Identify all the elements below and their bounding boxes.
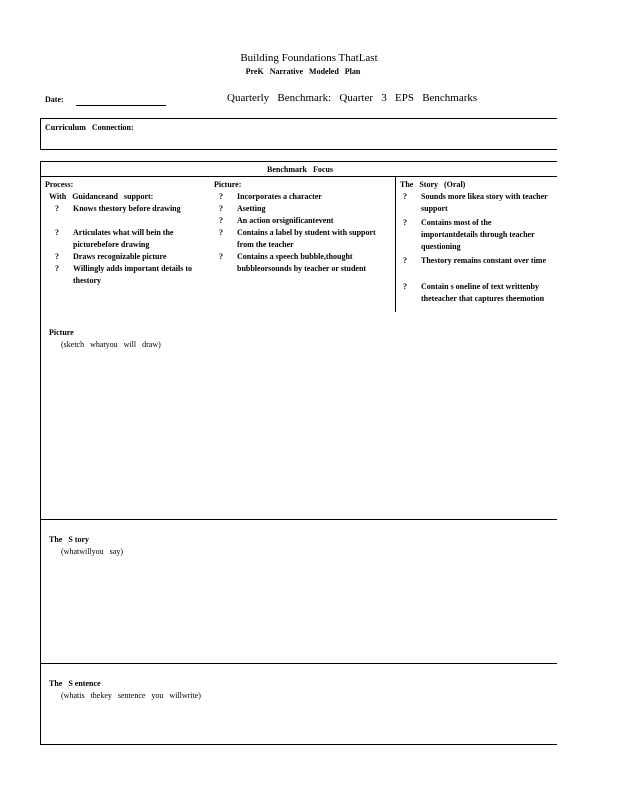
process-list bbox=[55, 203, 205, 287]
list-item bbox=[55, 263, 205, 287]
list-item bbox=[55, 227, 205, 251]
bullet-glyph: ? bbox=[55, 204, 59, 213]
picture-item-text: Contains a speech bubble,thought bubbleorsounds by teacher or student bbox=[237, 252, 367, 273]
story-column-divider bbox=[395, 176, 396, 312]
sentence-section-label bbox=[45, 666, 201, 702]
frame-bottom-border bbox=[40, 744, 557, 745]
list-item bbox=[219, 203, 379, 215]
sentence-hint: (whatis thekey sentence you willwrite) bbox=[61, 691, 201, 700]
focus-divider bbox=[40, 176, 557, 177]
frame-top-border bbox=[40, 161, 557, 162]
process-item-text: Willingly adds important details to thestory bbox=[73, 264, 192, 285]
page-title: Building Foundations ThatLast bbox=[240, 52, 378, 64]
bullet-glyph: ? bbox=[403, 282, 407, 291]
date-line[interactable] bbox=[76, 105, 166, 106]
story-hint: (whatwillyou say) bbox=[61, 547, 123, 556]
process-item-text: Draws recognizable picture bbox=[73, 252, 167, 261]
bullet-glyph: ? bbox=[219, 204, 223, 213]
bullet-glyph: ? bbox=[219, 192, 223, 201]
bullet-glyph: ? bbox=[403, 256, 407, 265]
list-item bbox=[55, 251, 205, 263]
bullet-glyph: ? bbox=[219, 228, 223, 237]
list-item bbox=[403, 255, 548, 281]
picture-label: Picture bbox=[49, 328, 74, 337]
picture-item-text: Contains a label by student with support from the teacher bbox=[237, 228, 376, 249]
picture-item-text: Incorporates a character bbox=[237, 192, 322, 201]
story-item-text: Thestory remains constant over time bbox=[421, 256, 547, 265]
story-label: The S tory bbox=[49, 535, 89, 544]
bullet-glyph: ? bbox=[403, 218, 407, 227]
process-heading: Process: bbox=[45, 180, 74, 189]
picture-section-label bbox=[45, 315, 161, 351]
bullet-glyph: ? bbox=[403, 192, 407, 201]
list-item bbox=[219, 191, 379, 203]
process-intro: With Guidanceand support: bbox=[49, 192, 154, 201]
story-item-text: Contain s oneline of text writtenby theteacher that captures theemotion bbox=[421, 282, 545, 303]
curriculum-label: Curriculum Connection: bbox=[45, 123, 134, 132]
story-item-text: Sounds more likea story with teacher support bbox=[421, 192, 548, 213]
list-item bbox=[219, 251, 379, 287]
bullet-glyph: ? bbox=[219, 216, 223, 225]
benchmark-title: Quarterly Benchmark: Quarter 3 EPS Benchmarks bbox=[227, 92, 478, 104]
date-label: Date: bbox=[45, 95, 64, 104]
story-list bbox=[403, 191, 548, 317]
list-item bbox=[219, 215, 379, 227]
story-item-text: Contains most of the importantdetails through teacher questioning bbox=[421, 218, 535, 251]
bullet-glyph: ? bbox=[219, 252, 223, 261]
list-item bbox=[403, 191, 548, 217]
bullet-glyph: ? bbox=[55, 252, 59, 261]
list-item bbox=[403, 217, 548, 255]
picture-list bbox=[219, 191, 379, 287]
story-heading: The Story (Oral) bbox=[400, 180, 466, 189]
picture-item-text: Asetting bbox=[237, 204, 266, 213]
story-section-label bbox=[45, 522, 123, 558]
picture-heading: Picture: bbox=[214, 180, 242, 189]
bullet-glyph: ? bbox=[55, 264, 59, 273]
list-item bbox=[219, 227, 379, 251]
process-item-text: Articulates what will bein the picturebefore drawing bbox=[73, 228, 174, 249]
bullet-glyph: ? bbox=[55, 228, 59, 237]
picture-item-text: An action orsignificantevent bbox=[237, 216, 334, 225]
process-item-text: Knows thestory before drawing bbox=[73, 204, 181, 213]
benchmark-focus-title: Benchmark Focus bbox=[267, 165, 333, 174]
sentence-label: The S entence bbox=[49, 679, 101, 688]
page-subtitle: PreK Narrative Modeled Plan bbox=[245, 67, 361, 76]
picture-hint: (sketch whatyou will draw) bbox=[61, 340, 161, 349]
list-item bbox=[55, 203, 205, 227]
